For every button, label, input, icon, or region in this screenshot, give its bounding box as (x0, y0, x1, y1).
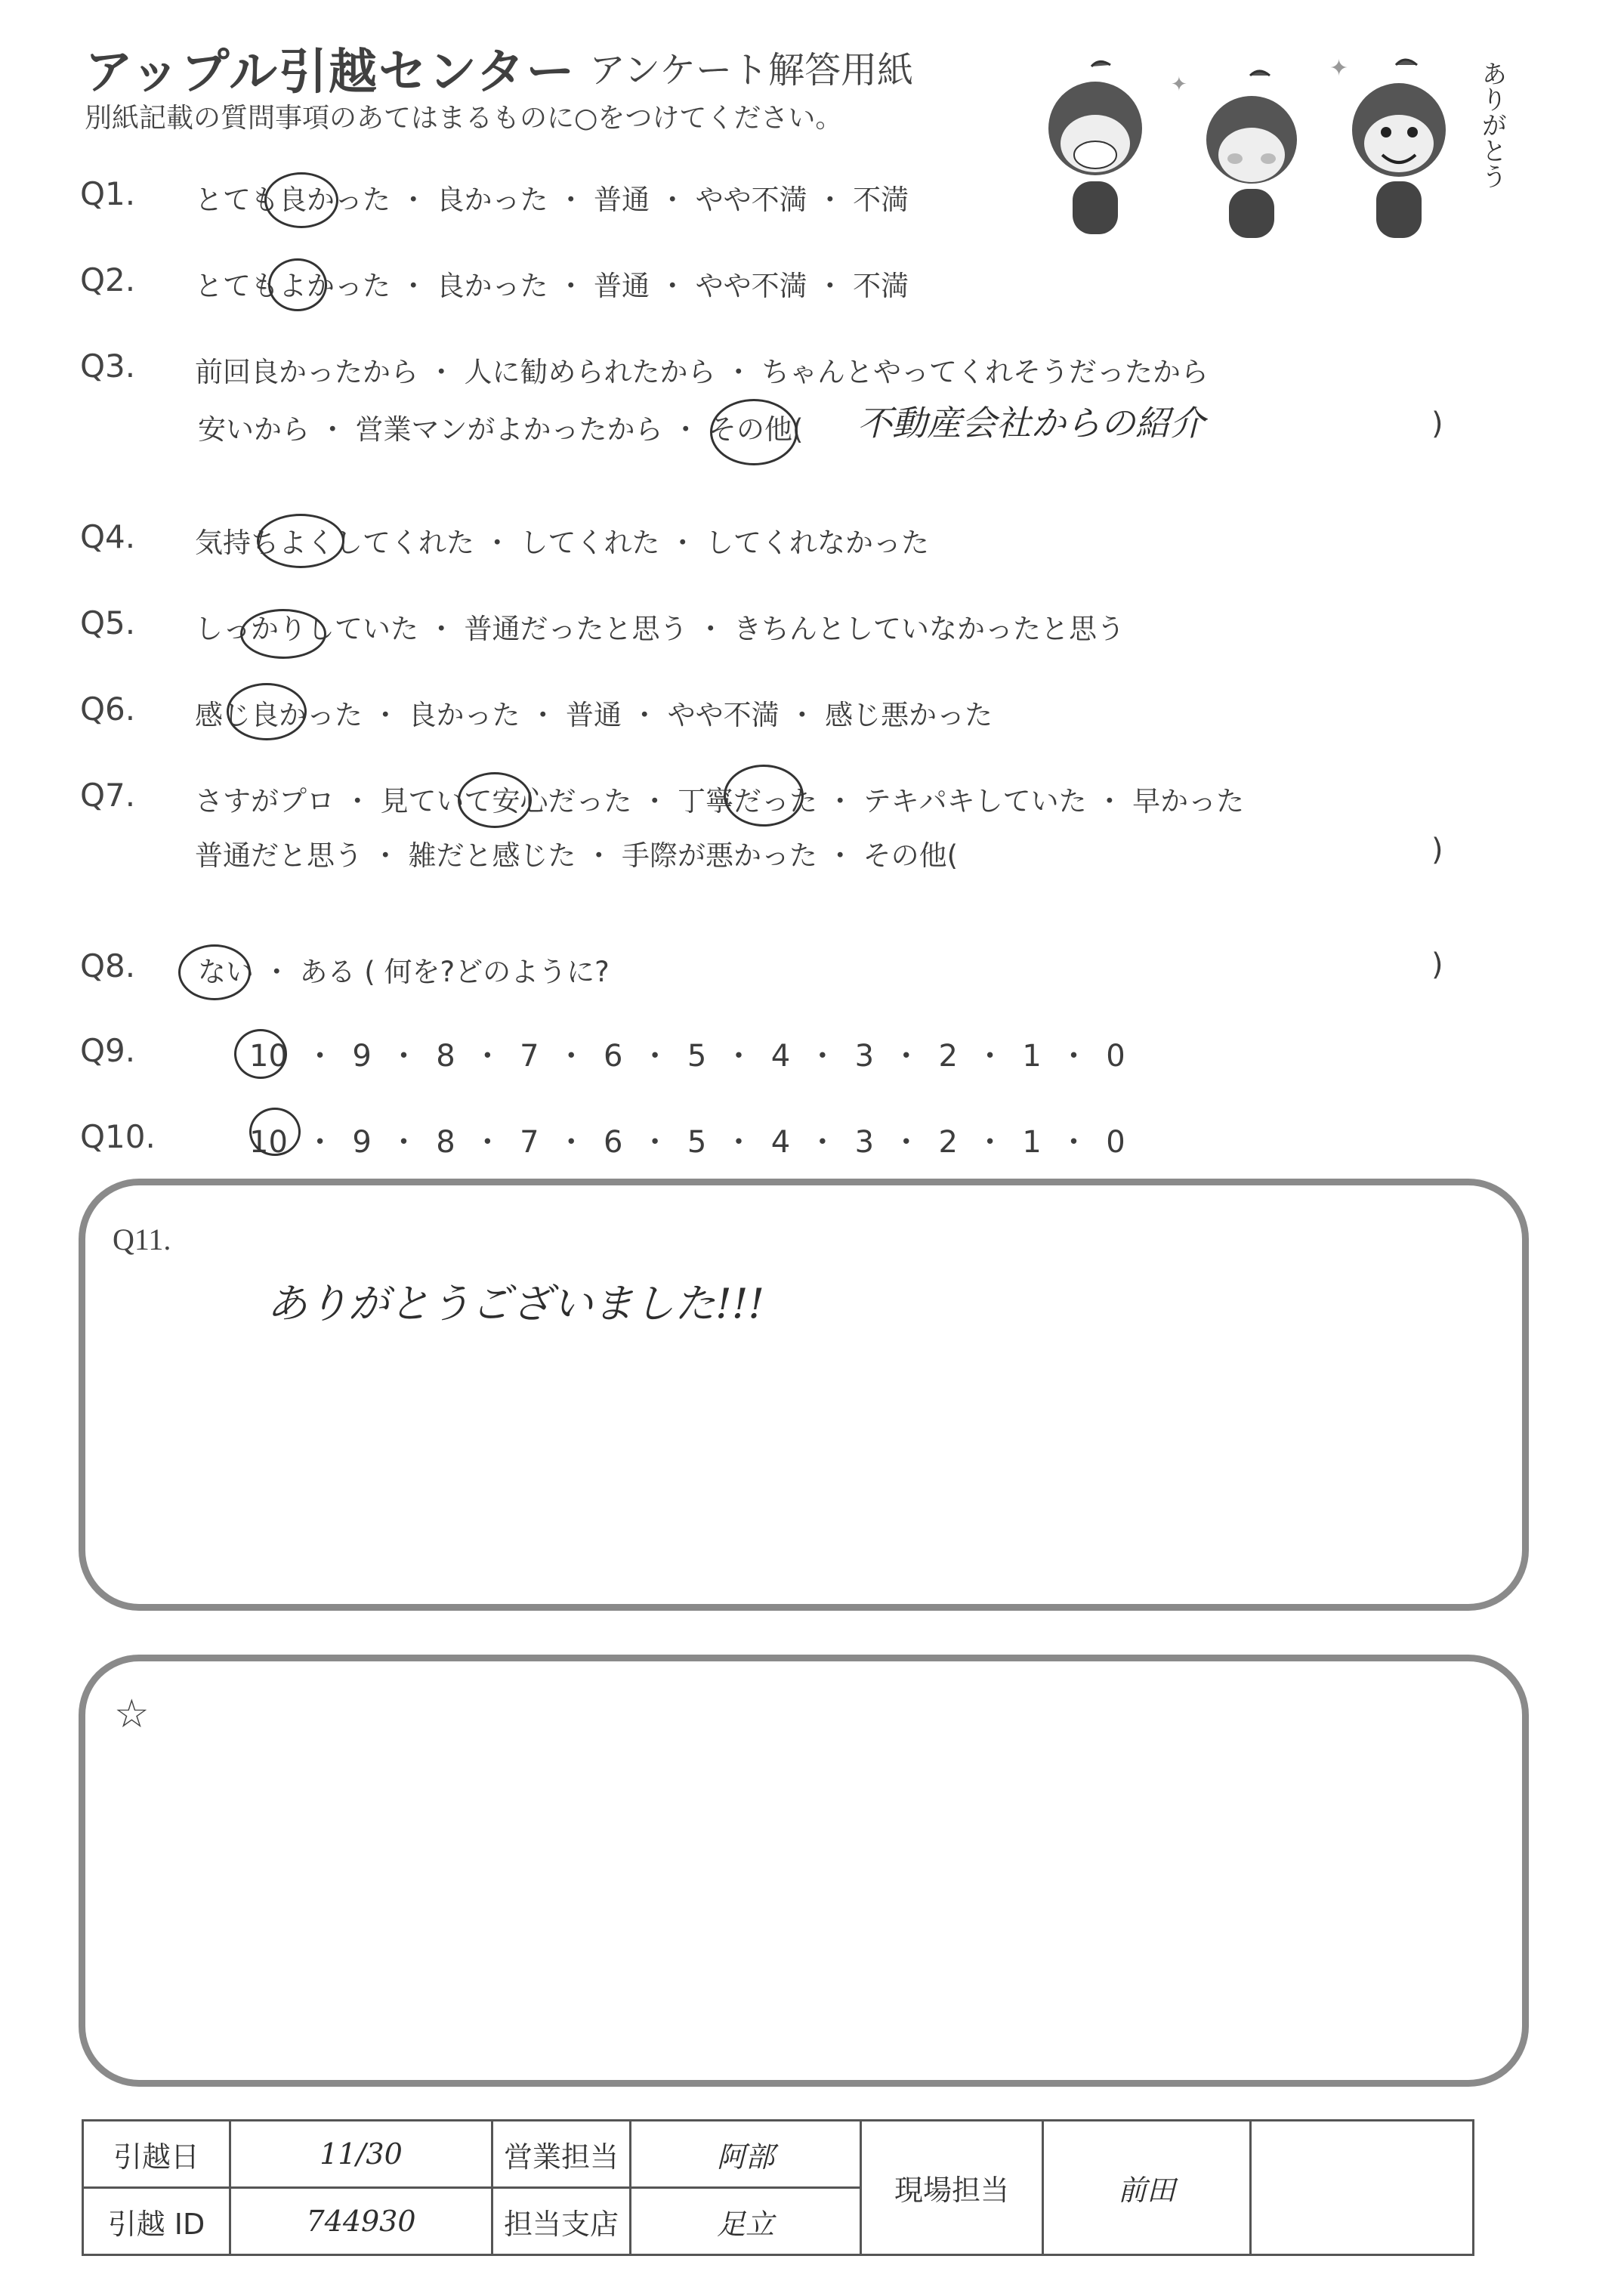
q2-options[interactable]: とてもよかった ・ 良かった ・ 普通 ・ やや不満 ・ 不満 (195, 270, 909, 302)
q1-label: Q1. (80, 175, 136, 212)
q4-label: Q4. (80, 518, 136, 555)
q8-options[interactable]: ない ・ ある ( 何を?どのように? (198, 956, 610, 988)
q9-label: Q9. (80, 1032, 136, 1069)
answer-circle-mark (264, 172, 338, 228)
q3-options-line2[interactable]: 安いから ・ 営業マンがよかったから ・ その他( (198, 413, 804, 446)
q7-close-paren: ) (1431, 833, 1443, 867)
q5-options[interactable]: しっかりしていた ・ 普通だったと思う ・ きちんとしていなかったと思う (195, 613, 1125, 645)
star-icon: ☆ (114, 1693, 150, 1736)
mascot-thanks-text: ありがとう (1477, 60, 1507, 189)
sparkle-icon: ✦ (1171, 73, 1187, 96)
monkey-1-icon (1048, 61, 1142, 234)
answer-circle-mark (234, 1029, 287, 1079)
answer-circle-mark (249, 1108, 301, 1156)
q5-label: Q5. (80, 604, 136, 641)
q8-label: Q8. (80, 947, 136, 984)
star-comment-box[interactable] (79, 1655, 1529, 2087)
answer-circle-mark (240, 609, 326, 659)
q1-options[interactable]: とても良かった ・ 良かった ・ 普通 ・ やや不満 ・ 不満 (195, 184, 909, 216)
sales-label: 営業担当 (492, 2121, 631, 2188)
instruction-text: 別紙記載の質問事項のあてはまるものに○をつけてください。 (85, 103, 843, 134)
footer-info-table (82, 2119, 1474, 2256)
move-id-value: 744930 (230, 2188, 492, 2255)
q10-scale[interactable]: 10 ・ 9 ・ 8 ・ 7 ・ 6 ・ 5 ・ 4 ・ 3 ・ 2 ・ 1 ・ 0 (249, 1125, 1125, 1160)
q3-options-line1[interactable]: 前回良かったから ・ 人に勧められたから ・ ちゃんとやってくれそうだったから (195, 356, 1209, 388)
sparkle-icon: ✦ (1329, 55, 1349, 82)
move-date-value: 11/30 (230, 2121, 492, 2188)
monkey-3-icon (1352, 60, 1446, 238)
answer-circle-mark (268, 258, 327, 311)
site-value: 前田 (1043, 2121, 1251, 2255)
branch-label: 担当支店 (492, 2188, 631, 2255)
q3-label: Q3. (80, 348, 136, 385)
site-label: 現場担当 (861, 2121, 1043, 2255)
q3-close-paren: ) (1431, 406, 1443, 441)
form-subtitle: アンケート解答用紙 (589, 49, 914, 91)
sales-value: 阿部 (631, 2121, 861, 2188)
q8-close-paren: ) (1431, 947, 1443, 982)
q6-label: Q6. (80, 691, 136, 728)
answer-circle-mark (178, 944, 251, 1000)
q11-handwriting: ありがとうございました!!! (267, 1280, 765, 1327)
answer-circle-mark (227, 683, 307, 740)
company-title: アップル引越センター (85, 45, 576, 100)
site-extra-cell (1251, 2121, 1474, 2255)
answer-circle-mark (257, 514, 344, 568)
q4-options[interactable]: 気持ちよくしてくれた ・ してくれた ・ してくれなかった (195, 527, 930, 559)
q7-options-line2[interactable]: 普通だと思う ・ 雑だと感じた ・ 手際が悪かった ・ その他( (195, 839, 959, 872)
q11-comment-box[interactable] (79, 1179, 1529, 1611)
monkey-mascot-illustration (997, 45, 1526, 249)
move-id-label: 引越 ID (83, 2188, 230, 2255)
q3-other-handwriting: 不動産会社からの紹介 (857, 403, 1205, 443)
q2-label: Q2. (80, 261, 136, 298)
answer-circle-mark (710, 399, 798, 465)
q10-label: Q10. (80, 1118, 156, 1155)
branch-value: 足立 (631, 2188, 861, 2255)
monkey-2-icon (1206, 71, 1297, 238)
q7-label: Q7. (80, 777, 136, 814)
q9-scale[interactable]: 10 ・ 9 ・ 8 ・ 7 ・ 6 ・ 5 ・ 4 ・ 3 ・ 2 ・ 1 ・ 0 (249, 1039, 1125, 1074)
answer-circle-mark (458, 772, 532, 828)
move-date-label: 引越日 (83, 2121, 230, 2188)
q7-options-line1[interactable]: さすがプロ ・ 見ていて安心だった ・ 丁寧だった ・ テキパキしていた ・ 早かった (195, 785, 1245, 817)
q11-label: Q11. (113, 1222, 171, 1256)
answer-circle-mark (724, 765, 804, 827)
q6-options[interactable]: 感じ良かった ・ 良かった ・ 普通 ・ やや不満 ・ 感じ悪かった (195, 699, 993, 731)
